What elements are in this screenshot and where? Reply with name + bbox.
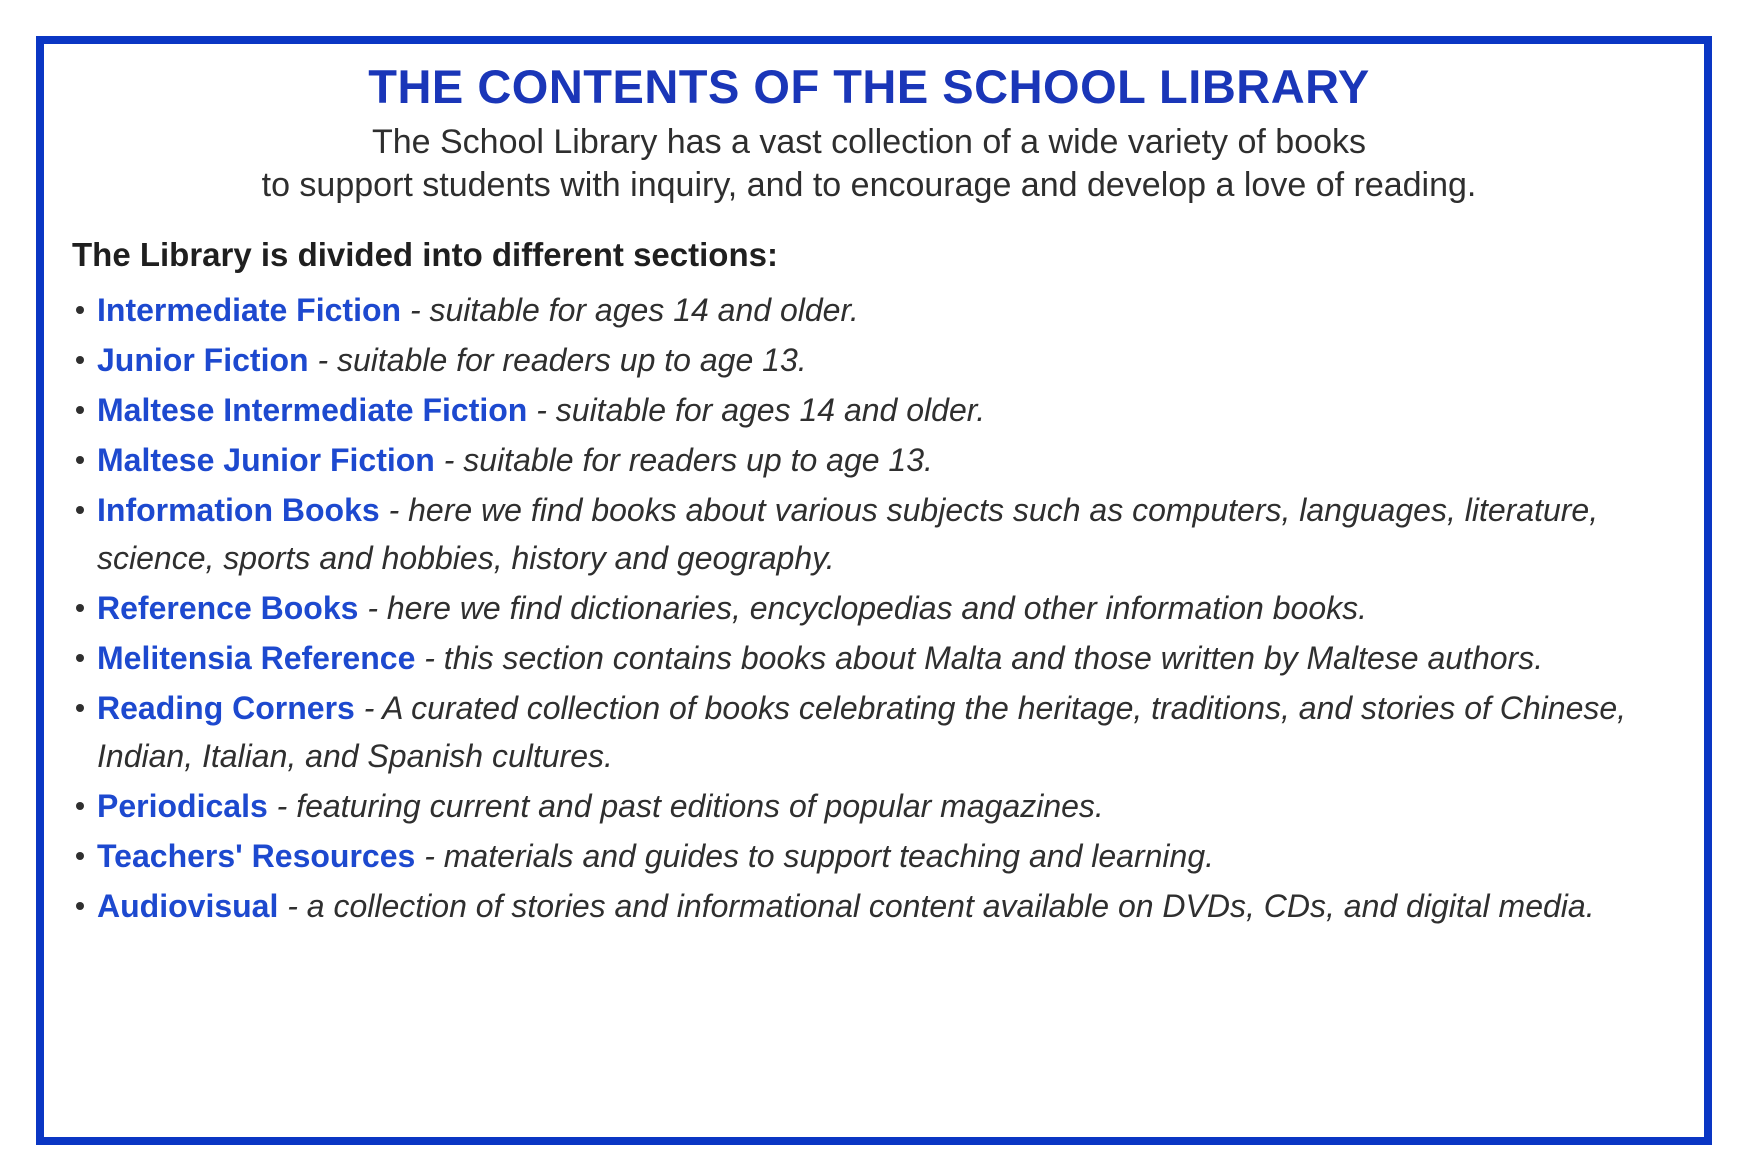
section-description: - A curated collection of books celebrating the heritage, traditions, and stories of Chinese, Indian, Italian, and Spanish cultures. [97,690,1627,775]
section-description: - materials and guides to support teaching and learning. [424,838,1215,875]
section-item-junior-fiction [44,336,1686,384]
intro-line-1: The School Library has a vast collection of a wide variety of books [371,122,1367,161]
section-name: Reading Corners [97,690,355,727]
section-description: - here we find dictionaries, encyclopedias and other information books. [367,590,1367,627]
sections-list [44,286,1694,930]
bullet-icon [76,356,84,364]
section-item-information-books [44,486,1686,582]
section-item-teachers-resources [44,832,1686,880]
section-description: - suitable for ages 14 and older. [409,292,859,329]
section-item-audiovisual [44,882,1686,930]
section-description: - a collection of stories and informational content available on DVDs, CDs, and digital media. [287,888,1595,925]
section-item-maltese-intermediate-fiction [44,386,1686,434]
bullet-icon [76,604,84,612]
section-item-melitensia-reference [44,634,1686,682]
bullet-icon [76,902,84,910]
intro-paragraph [44,121,1694,207]
bullet-icon [76,306,84,314]
section-item-maltese-junior-fiction [44,436,1686,484]
section-name: Melitensia Reference [97,640,416,677]
section-item-reference-books [44,584,1686,632]
section-name: Information Books [97,492,380,529]
library-contents-card [36,36,1712,1145]
bullet-icon [76,506,84,514]
section-name: Teachers' Resources [97,838,416,875]
section-description: - here we find books about various subjects such as computers, languages, literature, science, sports and hobbies, history and geography. [97,492,1599,577]
section-name: Periodicals [97,788,268,825]
section-item-reading-corners [44,684,1686,780]
section-name: Audiovisual [97,888,279,925]
section-description: - suitable for ages 14 and older. [536,392,986,429]
section-name: Reference Books [97,590,359,627]
section-description: - suitable for readers up to age 13. [443,442,933,479]
bullet-icon [76,456,84,464]
bullet-icon [76,654,84,662]
intro-line-2: to support students with inquiry, and to encourage and develop a love of reading. [261,165,1477,204]
section-name: Maltese Intermediate Fiction [97,392,528,429]
bullet-icon [76,704,84,712]
bullet-icon [76,802,84,810]
section-name: Junior Fiction [97,342,309,379]
section-description: - featuring current and past editions of popular magazines. [276,788,1104,825]
section-name: Intermediate Fiction [97,292,402,329]
page-title: THE CONTENTS OF THE SCHOOL LIBRARY [368,60,1370,113]
section-description: - this section contains books about Malta and those written by Maltese authors. [424,640,1544,677]
section-name: Maltese Junior Fiction [97,442,435,479]
sections-heading: The Library is divided into different sections: [72,236,778,274]
section-item-intermediate-fiction [44,286,1686,334]
bullet-icon [76,406,84,414]
section-description: - suitable for readers up to age 13. [317,342,807,379]
section-item-periodicals [44,782,1686,830]
bullet-icon [76,852,84,860]
